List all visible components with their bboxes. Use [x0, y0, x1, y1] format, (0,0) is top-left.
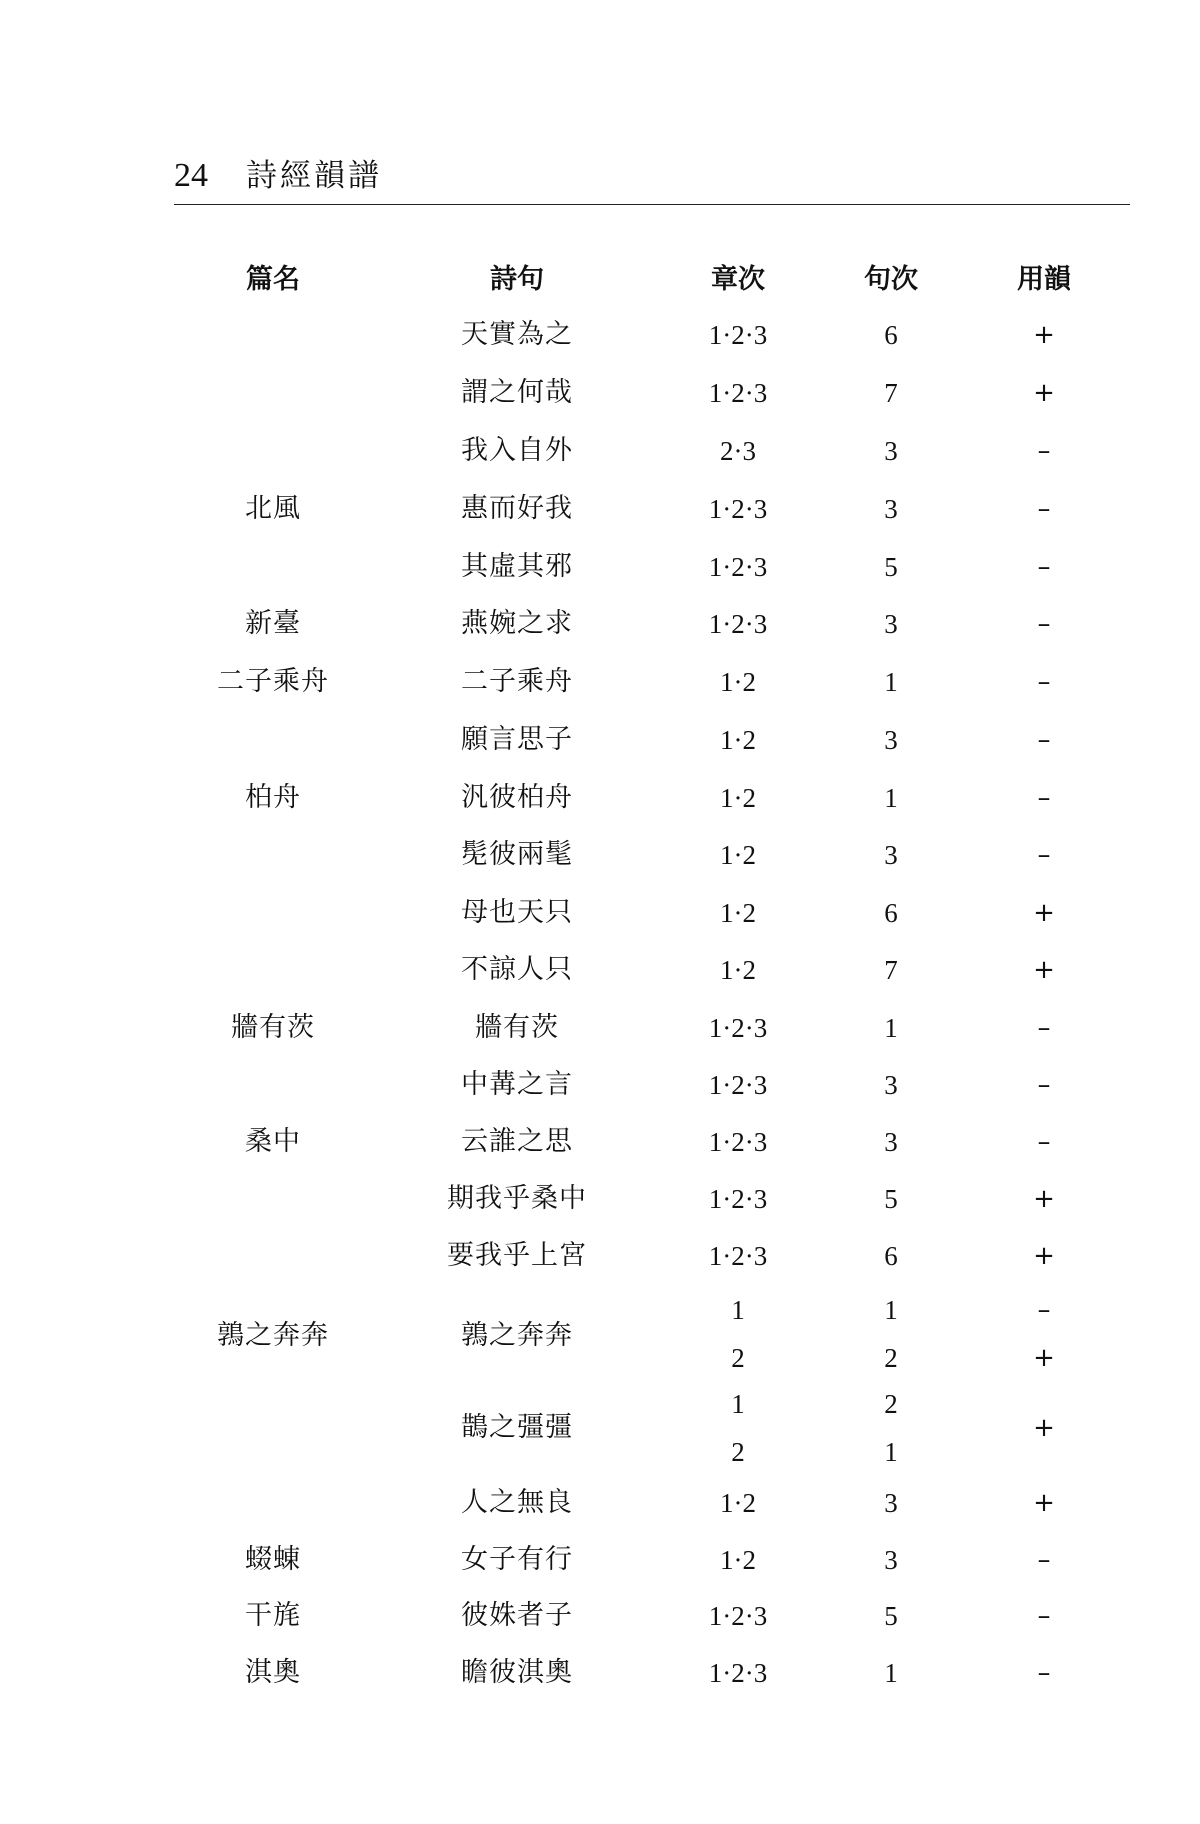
poem-name: 牆有茨 [231, 1012, 315, 1043]
poem-name: 蝃蝀 [245, 1544, 301, 1575]
poem-line: 其虛其邪 [461, 551, 573, 582]
chapter-number: 1·2·3 [708, 552, 768, 582]
line-number: 6 [884, 898, 898, 928]
line-number: 6 [884, 1241, 898, 1271]
rhyme-mark: + [1033, 955, 1055, 985]
line-number: 2 [884, 1343, 898, 1373]
chapter-number: 1·2 [720, 955, 756, 985]
poem-line: 鶉之奔奔 [461, 1320, 573, 1351]
chapter-number: 1·2 [720, 1488, 756, 1518]
poem-line: 鵲之彊彊 [461, 1412, 573, 1443]
chapter-number: 1 [731, 1389, 745, 1419]
chapter-number: 2 [731, 1437, 745, 1467]
rhyme-mark: + [1033, 1343, 1055, 1373]
rhyme-mark: + [1033, 898, 1055, 928]
chapter-number: 1·2 [720, 1545, 756, 1575]
poem-line: 燕婉之求 [461, 608, 573, 639]
poem-line: 要我乎上宮 [447, 1240, 587, 1271]
poem-line: 二子乘舟 [461, 666, 573, 697]
rhyme-mark: – [1037, 1295, 1051, 1325]
rhyme-mark: – [1037, 1127, 1051, 1157]
line-number: 1 [884, 1658, 898, 1688]
chapter-number: 1·2·3 [708, 609, 768, 639]
poem-line: 云誰之思 [461, 1126, 573, 1157]
chapter-number: 1·2·3 [708, 1070, 768, 1100]
poem-name: 柏舟 [245, 782, 301, 813]
line-number: 1 [884, 1295, 898, 1325]
poem-line: 瞻彼淇奧 [461, 1657, 573, 1688]
rhyme-mark: – [1037, 552, 1051, 582]
chapter-number: 1·2·3 [708, 1241, 768, 1271]
poem-name: 干旄 [245, 1600, 301, 1631]
rhyme-mark: – [1037, 1070, 1051, 1100]
chapter-number: 2·3 [720, 436, 756, 466]
header-line: 詩句 [490, 264, 544, 295]
rhyme-mark: + [1033, 320, 1055, 350]
line-number: 7 [884, 955, 898, 985]
line-number: 2 [884, 1389, 898, 1419]
poem-name: 北風 [245, 493, 301, 524]
chapter-number: 1·2 [720, 725, 756, 755]
rhyme-mark: – [1037, 840, 1051, 870]
line-number: 1 [884, 1437, 898, 1467]
line-number: 3 [884, 1488, 898, 1518]
chapter-number: 1·2 [720, 783, 756, 813]
rhyme-mark: – [1037, 725, 1051, 755]
chapter-number: 1·2·3 [708, 378, 768, 408]
line-number: 3 [884, 1127, 898, 1157]
poem-line: 牆有茨 [475, 1012, 559, 1043]
rhyme-mark: – [1037, 667, 1051, 697]
chapter-number: 2 [731, 1343, 745, 1373]
rhyme-mark: – [1037, 1545, 1051, 1575]
chapter-number: 1·2·3 [708, 494, 768, 524]
line-number: 6 [884, 320, 898, 350]
rhyme-mark: + [1033, 1241, 1055, 1271]
poem-name: 淇奧 [245, 1657, 301, 1688]
chapter-number: 1·2·3 [708, 1184, 768, 1214]
poem-line: 謂之何哉 [461, 377, 573, 408]
line-number: 3 [884, 1545, 898, 1575]
chapter-number: 1·2 [720, 898, 756, 928]
line-number: 1 [884, 667, 898, 697]
rhyme-mark: – [1037, 436, 1051, 466]
chapter-number: 1·2·3 [708, 1658, 768, 1688]
line-number: 5 [884, 1601, 898, 1631]
rhyme-mark: – [1037, 1601, 1051, 1631]
rhyme-mark: – [1037, 494, 1051, 524]
chapter-number: 1·2 [720, 840, 756, 870]
chapter-number: 1 [731, 1295, 745, 1325]
line-number: 3 [884, 494, 898, 524]
header-chapter: 章次 [711, 264, 765, 295]
poem-name: 鶉之奔奔 [217, 1320, 329, 1351]
rhyme-mark: – [1037, 1013, 1051, 1043]
poem-line: 期我乎桑中 [447, 1183, 587, 1214]
line-number: 3 [884, 725, 898, 755]
poem-line: 彼姝者子 [461, 1600, 573, 1631]
book-title: 詩經韻譜 [246, 158, 382, 194]
chapter-number: 1·2·3 [708, 1601, 768, 1631]
rhyme-mark: – [1037, 783, 1051, 813]
page-number: 24 [174, 157, 208, 194]
poem-name: 新臺 [245, 608, 301, 639]
chapter-number: 1·2 [720, 667, 756, 697]
line-number: 3 [884, 1070, 898, 1100]
poem-line: 女子有行 [461, 1544, 573, 1575]
chapter-number: 1·2·3 [708, 1127, 768, 1157]
poem-line: 我入自外 [461, 435, 573, 466]
line-number: 5 [884, 552, 898, 582]
poem-line: 願言思子 [461, 724, 573, 755]
rhyme-mark: + [1033, 378, 1055, 408]
line-number: 5 [884, 1184, 898, 1214]
poem-line: 母也天只 [461, 897, 573, 928]
poem-line: 汎彼柏舟 [461, 782, 573, 813]
chapter-number: 1·2·3 [708, 1013, 768, 1043]
poem-line: 人之無良 [461, 1487, 573, 1518]
rhyme-mark: – [1037, 609, 1051, 639]
rhyme-mark: + [1033, 1488, 1055, 1518]
header-name: 篇名 [246, 264, 300, 295]
line-number: 3 [884, 840, 898, 870]
line-number: 1 [884, 783, 898, 813]
header-line-no: 句次 [864, 264, 918, 295]
poem-line: 中冓之言 [461, 1069, 573, 1100]
line-number: 1 [884, 1013, 898, 1043]
poem-line: 不諒人只 [461, 954, 573, 985]
rhyme-mark: + [1033, 1413, 1055, 1443]
poem-line: 天實為之 [461, 319, 573, 350]
line-number: 7 [884, 378, 898, 408]
poem-name: 二子乘舟 [217, 666, 329, 697]
line-number: 3 [884, 436, 898, 466]
rhyme-mark: – [1037, 1658, 1051, 1688]
rhyme-mark: + [1033, 1184, 1055, 1214]
poem-line: 惠而好我 [461, 493, 573, 524]
poem-line: 髧彼兩髦 [461, 839, 573, 870]
chapter-number: 1·2·3 [708, 320, 768, 350]
poem-name: 桑中 [245, 1126, 301, 1157]
header-rhyme: 用韻 [1017, 264, 1071, 295]
line-number: 3 [884, 609, 898, 639]
